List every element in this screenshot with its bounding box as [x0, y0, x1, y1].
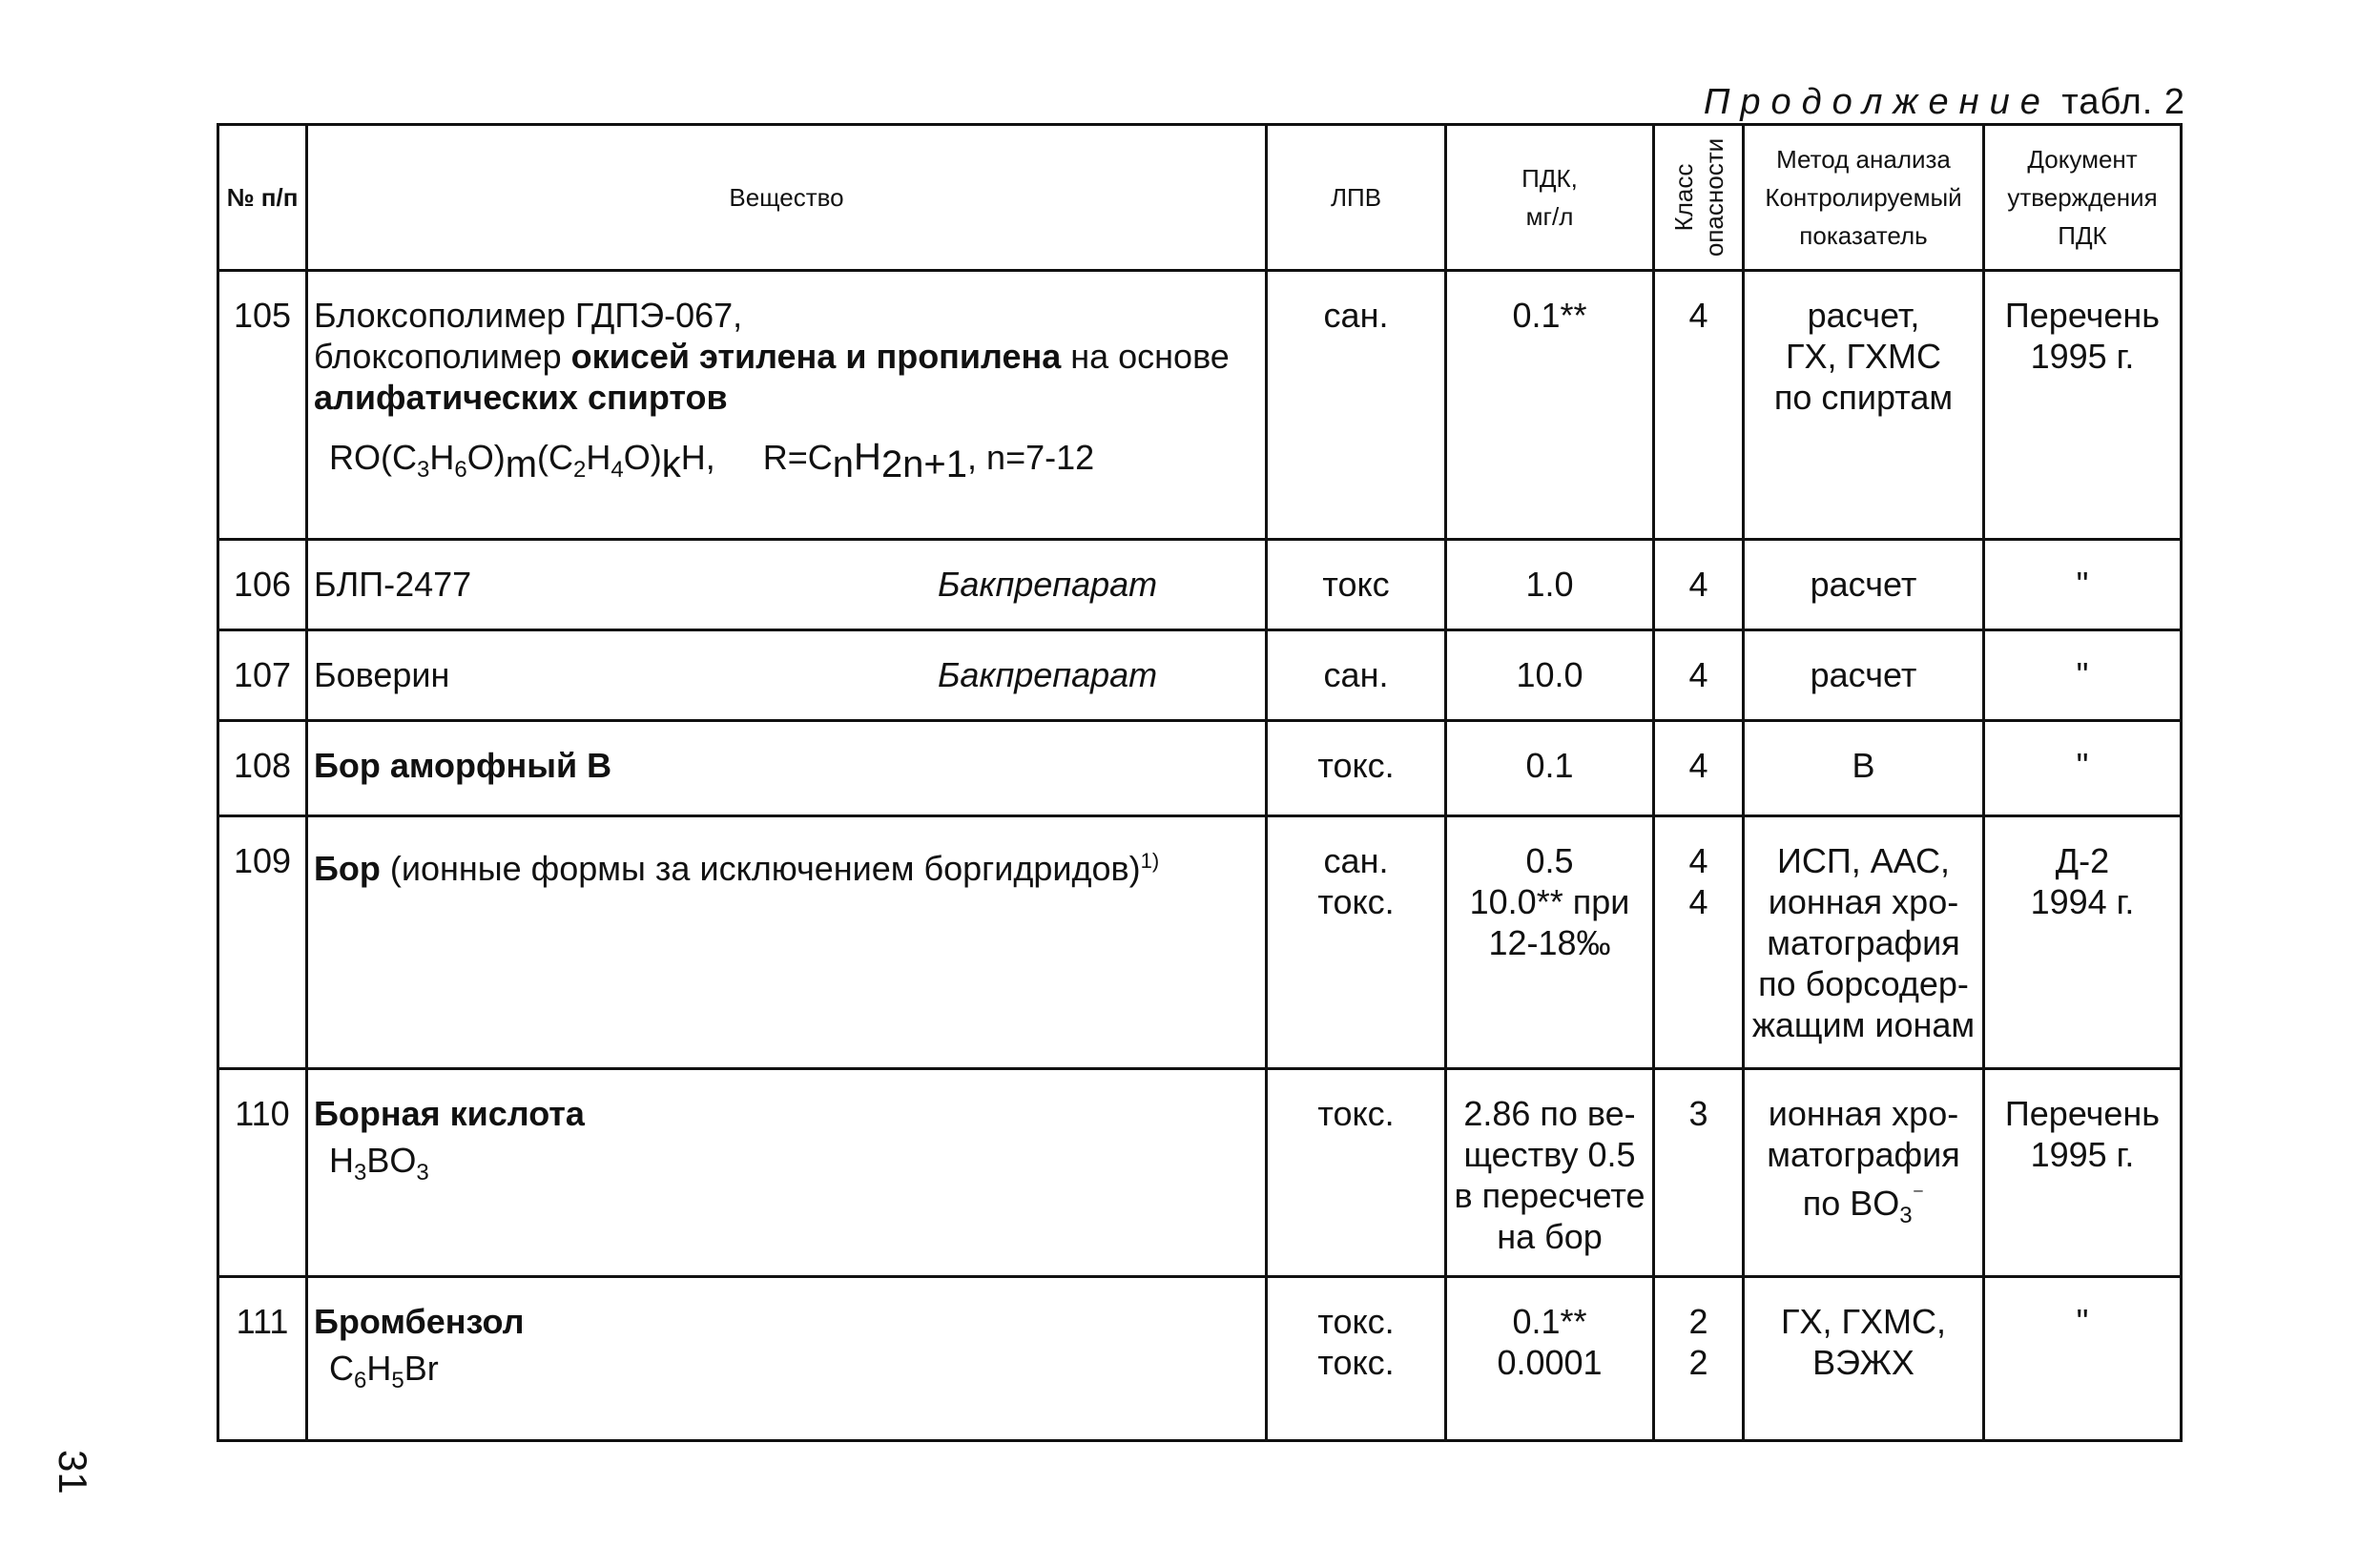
row-num: 106 — [218, 540, 307, 630]
row-method: расчет, ГХ, ГХМС по спиртам — [1744, 271, 1984, 540]
table-row — [218, 1277, 2182, 1441]
row-substance: Бромбензол $C_6H_5Br$ — [307, 1277, 1267, 1441]
row-note: Бакпрепарат — [938, 655, 1158, 694]
row-pdk: 2.86 по ве- ществу 0.5 в пересчете на бор — [1446, 1069, 1654, 1277]
header-method: Метод анализа Контролируемый показатель — [1744, 125, 1984, 271]
row-method: ГХ, ГХМС, ВЭЖХ — [1744, 1277, 1984, 1441]
row-lpv: сан. — [1267, 630, 1446, 721]
row-method: ионная хро- матография по $BO_3^{^-}$ — [1744, 1069, 1984, 1277]
row-substance: Бор (ионные формы за исключением боргидридов)$^{1)}$ — [307, 816, 1267, 1069]
substances-table — [217, 123, 2183, 1442]
row-num: 107 — [218, 630, 307, 721]
row-lpv: токс — [1267, 540, 1446, 630]
row-hazard: 4 4 — [1654, 816, 1744, 1069]
row-hazard: 3 — [1654, 1069, 1744, 1277]
header-num: № п/п — [218, 125, 307, 271]
table-row — [218, 1069, 2182, 1277]
table-row — [218, 816, 2182, 1069]
row-substance: Боверин Бакпрепарат — [307, 630, 1267, 721]
table-row — [218, 540, 2182, 630]
row-substance: Блоксополимер ГДПЭ-067, блоксополимер окисей этилена и пропилена на основе алифатических спиртов $RO(C_3H_6O)_m(C_2H_4O)_kH$, $R=C_nH_{2n+1}$, n=7-12 — [307, 271, 1267, 540]
row-hazard: 4 — [1654, 630, 1744, 721]
row-doc: " — [1984, 721, 2182, 816]
row-lpv: токс. — [1267, 721, 1446, 816]
row-method: ИСП, ААС, ионная хро- матография по борсодер- жащим ионам — [1744, 816, 1984, 1069]
row-doc: Перечень 1995 г. — [1984, 271, 2182, 540]
row-method: расчет — [1744, 630, 1984, 721]
row-hazard: 2 2 — [1654, 1277, 1744, 1441]
header-row — [218, 125, 2182, 271]
caption-suffix: табл. 2 — [2050, 82, 2185, 122]
row-pdk: 0.5 10.0** при 12-18‰ — [1446, 816, 1654, 1069]
row-doc: " — [1984, 630, 2182, 721]
caption-prefix: Продолжение — [1703, 82, 2051, 122]
row-doc: Перечень 1995 г. — [1984, 1069, 2182, 1277]
row-hazard: 4 — [1654, 540, 1744, 630]
header-pdk: ПДК, мг/л — [1446, 125, 1654, 271]
table-continuation-caption — [1704, 82, 2185, 123]
row-pdk: 0.1** 0.0001 — [1446, 1277, 1654, 1441]
row-doc: Д-2 1994 г. — [1984, 816, 2182, 1069]
row-num: 108 — [218, 721, 307, 816]
chemical-formula: $C_6H_5Br$ — [329, 1349, 439, 1394]
row-substance: Борная кислота $H_3BO_3$ — [307, 1069, 1267, 1277]
row-num: 109 — [218, 816, 307, 1069]
row-num: 105 — [218, 271, 307, 540]
header-doc: Документ утверждения ПДК — [1984, 125, 2182, 271]
row-doc: " — [1984, 540, 2182, 630]
header-hazard: Класс опасности — [1654, 125, 1744, 271]
row-lpv: сан. токс. — [1267, 816, 1446, 1069]
row-pdk: 1.0 — [1446, 540, 1654, 630]
row-hazard: 4 — [1654, 271, 1744, 540]
row-doc: " — [1984, 1277, 2182, 1441]
chemical-formula: $RO(C_3H_6O)_m(C_2H_4O)_kH$, $R=C_nH_{2n+1}$, n=7-12 — [329, 436, 1095, 486]
row-substance: Бор аморфный В — [307, 721, 1267, 816]
header-substance: Вещество — [307, 125, 1267, 271]
row-num: 111 — [218, 1277, 307, 1441]
row-hazard: 4 — [1654, 721, 1744, 816]
header-lpv: ЛПВ — [1267, 125, 1446, 271]
table-row — [218, 271, 2182, 540]
page-number: 31 — [51, 1450, 95, 1495]
row-pdk: 0.1** — [1446, 271, 1654, 540]
table-row — [218, 721, 2182, 816]
table-row — [218, 630, 2182, 721]
row-num: 110 — [218, 1069, 307, 1277]
row-method: В — [1744, 721, 1984, 816]
row-lpv: токс. токс. — [1267, 1277, 1446, 1441]
row-pdk: 0.1 — [1446, 721, 1654, 816]
row-lpv: токс. — [1267, 1069, 1446, 1277]
row-method: расчет — [1744, 540, 1984, 630]
row-lpv: сан. — [1267, 271, 1446, 540]
row-substance: БЛП-2477 Бакпрепарат — [307, 540, 1267, 630]
chemical-formula: $H_3BO_3$ — [329, 1141, 429, 1186]
row-note: Бакпрепарат — [938, 565, 1158, 604]
row-pdk: 10.0 — [1446, 630, 1654, 721]
